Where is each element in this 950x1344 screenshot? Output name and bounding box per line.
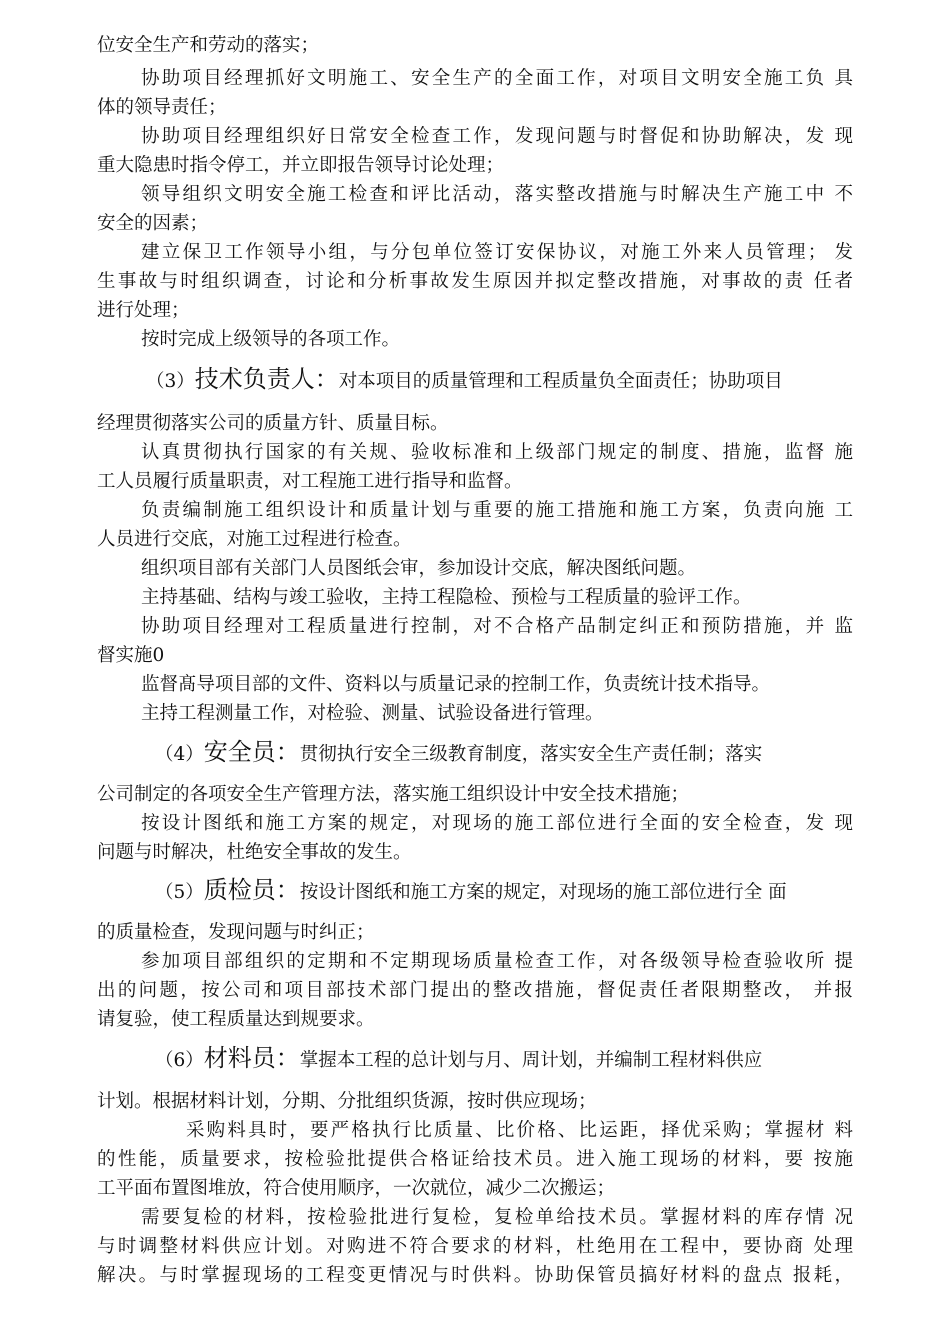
- heading-title: 技术负责人：: [194, 365, 339, 393]
- heading-number: （5）: [155, 882, 204, 903]
- heading-title: 材料员：: [203, 1044, 300, 1072]
- document-page: 位安全生产和劳动的落实； 协助项目经理抓好文明施工、安全生产的全面工作，对项目文明安全施工负 具 体的领导责任； 协助项目经理组织好日常安全检查工作，发现问题与时督促和协助解决，发 现 重大隐患时指令停工，并立即报告领导讨论处理； 领导组织文明安全施工检查和评比活动，落实整改措施与时解决生产施工中 不 安全的因素； 建立保卫工作领导小组，与分包单位签订安保协议，对施工外来人员管理； 发 生事故与时组织调查，讨论和分析事故发生原因并拟定整改措施，对事故的责 任者 进行处理； 按时完成上级领导的各项工作。 （3）技术负责人：对本项目的质量管理和工程质量负全面责任；协助项目 经理贯彻落实公司的质量方针、质量目标。 认真贯彻执行国家的有关规、验收标准和上级部门规定的制度、措施，监督 施 工人员履行质量职责，对工程施工进行指导和监督。 负责编制施工组织设计和质量计划与重要的施工措施和施工方案，负责向施 工 人员进行交底，对施工过程进行检查。 组织项目部有关部门人员图纸会审，参加设计交底，解决图纸问题。 主持基础、结构与竣工验收，主持工程隐检、预检与工程质量的验评工作。 协助项目经理对工程质量进行控制，对不合格产品制定纠正和预防措施，并 监 督实施0 监督髙导项目部的文件、资料以与质量记录的控制工作，负责统计技术指导。 主持工程测量工作，对检验、测量、试验设备进行管理。 （4）安全员：贯彻执行安全三级教育制度，落实安全生产责任制；落实 公司制定的各项安全生产管理方法，落实施工组织设计中安全技术措施； 按设计图纸和施工方案的规定，对现场的施工部位进行全面的安全检查，发 现 问题与时解决，杜绝安全事故的发生。 （5）质检员：按设计图纸和施工方案的规定，对现场的施工部位进行全 面 的质量检查，发现问题与时纠正； 参加项目部组织的定期和不定期现场质量检查工作，对各级领导检查验收所 提 出的问题，按公司和项目部技术部门提出的整改措施，督促责任者限期整改， 并报 请复验，使工程质量达到规要求。 （6）材料员：掌握本工程的总计划与月、周计划，并编制工程材料供应 计划。根据材料计划，分期、分批组织货源，按时供应现场； 采购料具时，要严格执行比质量、比价格、比运距，择优采购；掌握材 料 的性能，质量要求，按检验批提供合格证给技术员。进入施工现场的材料，要 按施 工平面布置图堆放，符合使用顺序，一次就位，减少二次搬运； 需要复检的材料，按检验批进行复检，复检单给技术员。掌握材料的库存情 况 与时调整材料供应计划。对购进不符合要求的材料，杜绝用在工程中，要协商 处理 解决。与时掌握现场的工程变更情况与时供料。协助保管员搞好材料的盘点 报耗，: [97, 35, 853, 1286]
- heading-text: 贯彻执行安全三级教育制度，落实安全生产责任制；落实: [299, 744, 763, 765]
- heading-number: （3）: [146, 371, 195, 392]
- heading-number: （4）: [155, 744, 204, 765]
- heading-title: 安全员：: [203, 738, 300, 766]
- heading-text: 掌握本工程的总计划与月、周计划，并编制工程材料供应: [299, 1050, 763, 1071]
- heading-number: （6）: [155, 1050, 204, 1071]
- heading-text: 按设计图纸和施工方案的规定，对现场的施工部位进行全 面: [299, 882, 787, 903]
- heading-text: 对本项目的质量管理和工程质量负全面责任；协助项目: [338, 371, 783, 392]
- heading-title: 质检员：: [203, 876, 300, 904]
